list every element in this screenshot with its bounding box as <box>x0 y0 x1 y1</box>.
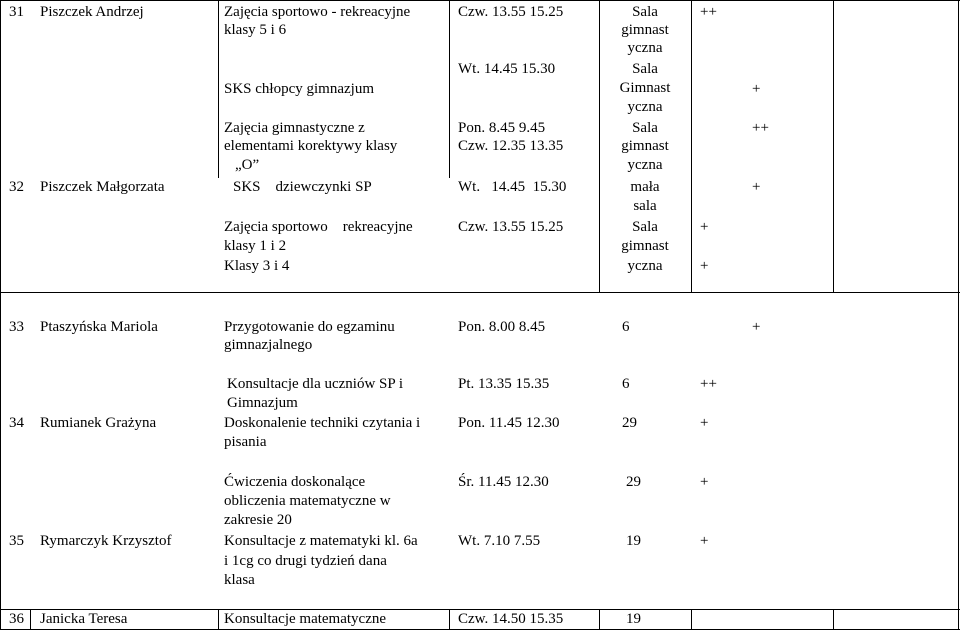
room: gimnast <box>621 238 669 254</box>
activity-line: i 1cg co drugi tydzień dana <box>224 553 387 569</box>
room: mała <box>630 179 660 195</box>
activity-time: Pon. 8.00 8.45 <box>458 319 546 335</box>
room: yczna <box>627 40 663 56</box>
activity-line: Konsultacje dla uczniów SP i <box>227 376 404 392</box>
room: 19 <box>626 533 641 549</box>
rating-mark: + <box>700 415 709 431</box>
column-divider <box>218 609 219 630</box>
room: yczna <box>627 157 663 173</box>
activity-time: Czw. 13.55 15.25 <box>458 4 564 20</box>
rating-mark: + <box>700 219 709 235</box>
row-number: 35 <box>9 533 24 549</box>
activity-line: Doskonalenie techniki czytania i <box>224 415 421 431</box>
activity-line: „O” <box>235 157 260 173</box>
rating-mark: + <box>700 474 709 490</box>
activity-time: Pon. 8.45 9.45 <box>458 120 546 136</box>
activity-line: SKS chłopcy gimnazjum <box>224 81 374 97</box>
activity-time: Pon. 11.45 12.30 <box>458 415 560 431</box>
rating-mark: ++ <box>700 4 717 20</box>
column-divider <box>599 0 600 292</box>
activity-time: Wt. 14.45 15.30 <box>458 179 567 195</box>
teacher-name: Rymarczyk Krzysztof <box>40 533 172 549</box>
activity-line: Konsultacje z matematyki kl. 6a <box>224 533 418 549</box>
row-number: 33 <box>9 319 24 335</box>
table-border-top <box>0 0 960 1</box>
room: 19 <box>626 611 641 627</box>
teacher-name: Rumianek Grażyna <box>40 415 157 431</box>
column-divider <box>833 0 834 292</box>
room: sala <box>633 198 657 214</box>
rating-mark: + <box>700 258 709 274</box>
room: Sala <box>632 219 658 235</box>
room: 6 <box>622 319 630 335</box>
activity-line: SKS dziewczynki SP <box>233 179 372 195</box>
activity-line: Gimnazjum <box>227 395 298 411</box>
activity-time: Pt. 13.35 15.35 <box>458 376 550 392</box>
teacher-name: Piszczek Małgorzata <box>40 179 165 195</box>
room: 29 <box>626 474 641 490</box>
column-divider <box>691 609 692 630</box>
activity-line: klasy 1 i 2 <box>224 238 287 254</box>
rating-mark: + <box>752 81 761 97</box>
activity-line: Konsultacje matematyczne <box>224 611 387 627</box>
activity-time: Wt. 7.10 7.55 <box>458 533 541 549</box>
room: 29 <box>622 415 637 431</box>
column-divider <box>218 0 219 178</box>
column-divider <box>30 609 31 630</box>
teacher-name: Janicka Teresa <box>40 611 128 627</box>
activity-time: Czw. 13.55 15.25 <box>458 219 564 235</box>
column-divider <box>691 0 692 292</box>
activity-line: Zajęcia sportowo - rekreacyjne <box>224 4 411 20</box>
rating-mark: ++ <box>752 120 769 136</box>
row-divider <box>0 292 960 293</box>
room: gimnast <box>621 138 669 154</box>
column-divider <box>599 609 600 630</box>
activity-line: klasa <box>224 572 255 588</box>
column-divider <box>449 609 450 630</box>
rating-mark: + <box>752 179 761 195</box>
rating-mark: + <box>752 319 761 335</box>
activity-time: Czw. 12.35 13.35 <box>458 138 564 154</box>
room: gimnast <box>621 22 669 38</box>
activity-line: Przygotowanie do egzaminu <box>224 319 395 335</box>
activity-line: gimnazjalnego <box>224 337 313 353</box>
activity-line: pisania <box>224 434 267 450</box>
activity-line: zakresie 20 <box>224 512 292 528</box>
activity-time: Wt. 14.45 15.30 <box>458 61 556 77</box>
activity-time: Śr. 11.45 12.30 <box>458 474 549 490</box>
activity-line: Ćwiczenia doskonalące <box>224 474 366 490</box>
activity-line: elementami korektywy klasy <box>224 138 398 154</box>
room: Sala <box>632 4 658 20</box>
rating-mark: ++ <box>700 376 717 392</box>
row-number: 32 <box>9 179 24 195</box>
room: Sala <box>632 61 658 77</box>
activity-line: Zajęcia sportowo rekreacyjne <box>224 219 413 235</box>
table-border-right <box>958 0 959 630</box>
teacher-name: Piszczek Andrzej <box>40 4 144 20</box>
room: 6 <box>622 376 630 392</box>
row-number: 36 <box>9 611 24 627</box>
activity-line: klasy 5 i 6 <box>224 22 287 38</box>
room: Gimnast <box>619 80 671 96</box>
activity-line: Zajęcia gimnastyczne z <box>224 120 365 136</box>
column-divider <box>449 0 450 178</box>
table-border-left <box>0 0 1 630</box>
teacher-name: Ptaszyńska Mariola <box>40 319 158 335</box>
room: yczna <box>627 258 663 274</box>
rating-mark: + <box>700 533 709 549</box>
column-divider <box>833 609 834 630</box>
row-number: 34 <box>9 415 24 431</box>
activity-line: Klasy 3 i 4 <box>224 258 290 274</box>
activity-time: Czw. 14.50 15.35 <box>458 611 564 627</box>
room: Sala <box>632 120 658 136</box>
activity-line: obliczenia matematyczne w <box>224 493 391 509</box>
row-number: 31 <box>9 4 24 20</box>
room: yczna <box>627 99 663 115</box>
